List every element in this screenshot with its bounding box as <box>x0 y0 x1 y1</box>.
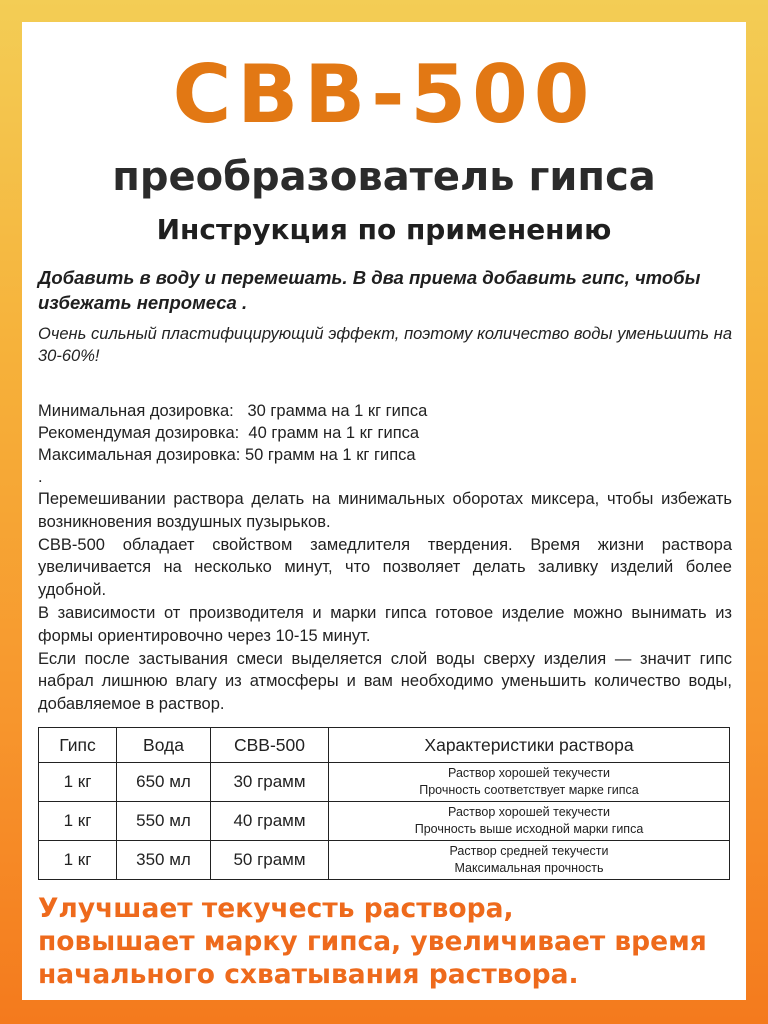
paragraph-retarder: СВВ-500 обладает свойством замедлителя твердения. Время жизни раствора увеличивается на несколько минут, что позволяет делать заливку изделий более удобной. <box>38 535 732 600</box>
cell-gypsum: 1 кг <box>39 763 117 802</box>
characteristic-strength: Максимальная прочность <box>454 861 604 875</box>
plasticizer-note: Очень сильный пластифицирующий эффект, поэтому количество воды уменьшить на 30-60%! <box>38 325 732 365</box>
dosage-list <box>38 400 732 488</box>
table-row <box>39 802 730 841</box>
cell-characteristics <box>329 802 730 841</box>
dosage-min: Минимальная дозировка: 30 грамма на 1 кг гипса <box>38 402 428 420</box>
cell-characteristics <box>329 763 730 802</box>
dosage-separator: . <box>38 468 43 486</box>
paragraph-water-layer: Если после застывания смеси выделяется слой воды сверху изделия — значит гипс набрал лишнюю влагу из атмосферы и вам необходимо уменьшить количество воды, добавляемое в раствор. <box>38 649 732 714</box>
table-row <box>39 841 730 880</box>
footer-line-1: Улучшает текучесть раствора, <box>38 893 514 924</box>
dosage-max: Максимальная дозировка: 50 грамм на 1 кг гипса <box>38 446 416 464</box>
dosage-table <box>38 727 730 880</box>
cell-characteristics <box>329 841 730 880</box>
footer-line-2: повышает марку гипса, увеличивает время <box>38 926 707 957</box>
cell-additive: 50 грамм <box>211 841 329 880</box>
cell-additive: 40 грамм <box>211 802 329 841</box>
main-instruction: Добавить в воду и перемешать. В два приема добавить гипс, чтобы избежать непромеса . <box>38 267 701 313</box>
cell-water: 550 мл <box>117 802 211 841</box>
benefits-footer <box>38 892 738 991</box>
header-water: Вода <box>117 728 211 763</box>
instruction-card <box>22 22 746 1000</box>
header-characteristics: Характеристики раствора <box>329 728 730 763</box>
product-subtitle: преобразователь гипса <box>112 154 656 200</box>
cell-water: 350 мл <box>117 841 211 880</box>
dosage-recommended: Рекомендумая дозировка: 40 грамм на 1 кг гипса <box>38 424 420 442</box>
header-additive: СВВ-500 <box>211 728 329 763</box>
paragraph-demolding: В зависимости от производителя и марки гипса готовое изделие можно вынимать из формы ориентировочно через 10-15 минут. <box>38 603 732 645</box>
table-header-row <box>39 728 730 763</box>
instructions-heading: Инструкция по применению <box>156 213 612 246</box>
characteristic-strength: Прочность соответствует марке гипса <box>419 783 639 797</box>
header-gypsum: Гипс <box>39 728 117 763</box>
cell-gypsum: 1 кг <box>39 841 117 880</box>
cell-water: 650 мл <box>117 763 211 802</box>
characteristic-fluidity: Раствор хорошей текучести <box>448 805 610 819</box>
cell-gypsum: 1 кг <box>39 802 117 841</box>
footer-line-3: начального схватывания раствора. <box>38 959 579 990</box>
product-title: CBB-500 <box>172 48 596 141</box>
cell-additive: 30 грамм <box>211 763 329 802</box>
usage-paragraphs <box>38 488 732 716</box>
paragraph-mixing: Перемешивании раствора делать на минимальных оборотах миксера, чтобы избежать возникновения воздушных пузырьков. <box>38 490 732 531</box>
characteristic-fluidity: Раствор средней текучести <box>449 844 609 858</box>
table-row <box>39 763 730 802</box>
characteristic-fluidity: Раствор хорошей текучести <box>448 766 610 780</box>
characteristic-strength: Прочность выше исходной марки гипса <box>414 822 644 836</box>
